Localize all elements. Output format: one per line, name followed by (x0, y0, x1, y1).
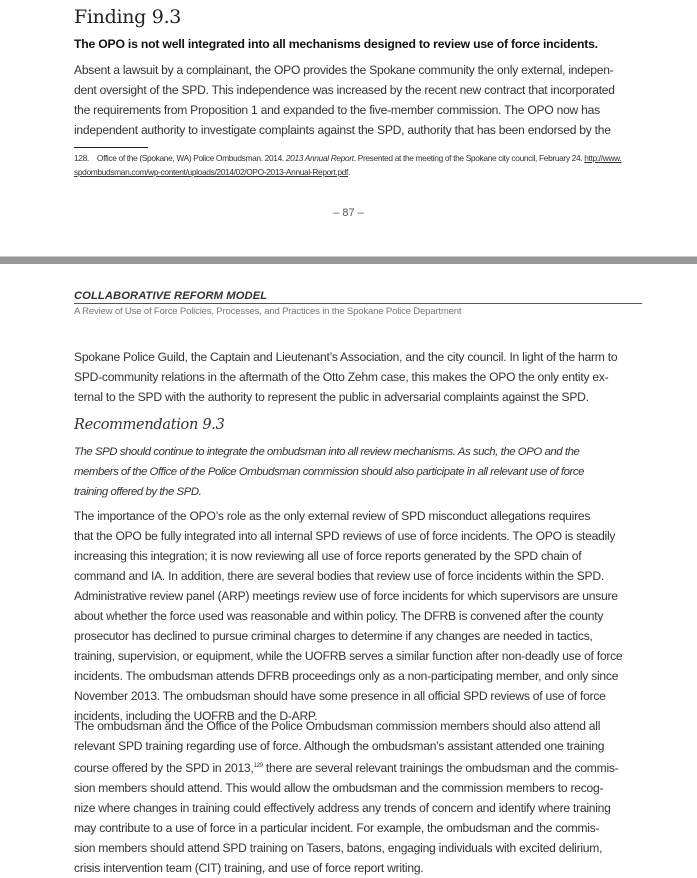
text-line: prosecutor has declined to pursue criminal charges to determine if any changes are needed in tactics, (74, 629, 593, 643)
training-paragraph (74, 716, 618, 878)
text-line: may contribute to a use of force in a particular incident. For example, the ombudsman and the commis- (74, 821, 600, 835)
page-number: – 87 – (333, 207, 364, 219)
text-line: training offered by the SPD. (74, 486, 202, 498)
text-line: sion members should attend SPD training on Tasers, batons, engaging individuals with excited delirium, (74, 841, 603, 855)
text-line: independent authority to investigate complaints against the SPD, authority that has been endorsed by the (74, 123, 611, 137)
footnote-punctuation: . (347, 167, 350, 177)
continuation-paragraph (74, 347, 617, 407)
footnote-divider (74, 147, 148, 148)
text-line: dent oversight of the SPD. This independence was increased by the recent new contract that incorporated (74, 83, 615, 97)
text-line: command and IA. In addition, there are several bodies that review use of force incidents within the SPD. (74, 569, 604, 583)
text-segment: course offered by the SPD in 2013, (74, 761, 254, 775)
text-line: November 2013. The ombudsman should have some presence in all official SPD reviews of use of force (74, 689, 606, 703)
text-line: Spokane Police Guild, the Captain and Lieutenant’s Association, and the city council. In light of the harm to (74, 350, 618, 364)
running-header-title: COLLABORATIVE REFORM MODEL (74, 289, 642, 304)
integration-paragraph (74, 506, 622, 726)
text-line: that the OPO be fully integrated into all internal SPD reviews of use of force incidents. The OPO is steadily (74, 529, 616, 543)
text-line: ternal to the SPD with the authority to represent the public in adversarial complaints against the SPD. (74, 390, 589, 404)
text-line: The importance of the OPO’s role as the only external review of SPD misconduct allegations requires (74, 509, 591, 523)
running-header-subtitle: A Review of Use of Force Policies, Processes, and Practices in the Spokane Police Department (74, 306, 462, 317)
finding-subtitle: The OPO is not well integrated into all mechanisms designed to review use of force incidents. (74, 37, 598, 51)
recommendation-title: Recommendation 9.3 (74, 417, 225, 433)
text-line: training, supervision, or equipment, while the UOFRB serves a similar function after non-deadly use of force (74, 649, 623, 663)
text-segment: there are several relevant trainings the ombudsman and the commis- (262, 761, 619, 775)
text-line: The SPD should continue to integrate the ombudsman into all review mechanisms. As such, the OPO and the (74, 446, 580, 458)
text-line: incidents. The ombudsman attends DFRB proceedings only as a non-participating member, and only since (74, 669, 619, 683)
text-line: increasing this integration; it is now reviewing all use of force reports generated by the SPD chain of (74, 549, 582, 563)
text-line: sion members should attend. This would allow the ombudsman and the commission members to recog- (74, 781, 604, 795)
footnote-link[interactable]: http://www. (584, 153, 622, 163)
footnote-link[interactable]: spdombudsman.com/wp-content/uploads/2014/02/OPO-2013-Annual-Report.pdf (74, 167, 348, 177)
finding-paragraph (74, 60, 639, 140)
recommendation-text (74, 442, 584, 502)
text-line: nize where changes in training could effectively address any trends of concern and identify where training (74, 801, 611, 815)
text-line: relevant SPD training regarding use of force. Although the ombudsman’s assistant attended one training (74, 739, 605, 753)
footnote-128 (74, 151, 639, 179)
footnote-number: 128. (74, 153, 89, 163)
text-line: SPD-community relations in the aftermath of the Otto Zehm case, this makes the OPO the only entity ex- (74, 370, 609, 384)
text-line: the requirements from Proposition 1 and expanded to the five-member commission. The OPO now has (74, 103, 600, 117)
footnote-title: 2013 Annual Report (285, 153, 354, 163)
text-line (74, 756, 618, 778)
footnote-reference-129[interactable]: 129 (253, 763, 263, 769)
text-line: Absent a lawsuit by a complainant, the OPO provides the Spokane community the only external, indepen- (74, 63, 614, 77)
text-line: Administrative review panel (ARP) meetings review use of force incidents for which supervisors are unsure (74, 589, 618, 603)
finding-title: Finding 9.3 (74, 6, 182, 28)
text-line: The ombudsman and the Office of the Police Ombudsman commission members should also attend all (74, 719, 601, 733)
text-line: members of the Office of the Police Ombudsman commission should also participate in all relevant use of force (74, 466, 584, 478)
footnote-text: . Presented at the meeting of the Spokane city council, February 24. (353, 153, 585, 163)
running-header (74, 289, 642, 319)
text-line: about whether the force used was reasonable and within policy. The DFRB is convened after the county (74, 609, 604, 623)
footnote-text: Office of the (Spokane, WA) Police Ombudsman. 2014. (96, 153, 286, 163)
text-line: incidents, including the UOFRB and the D-ARP. (74, 709, 318, 723)
text-line: crisis intervention team (CIT) training, and use of force report writing. (74, 861, 424, 875)
